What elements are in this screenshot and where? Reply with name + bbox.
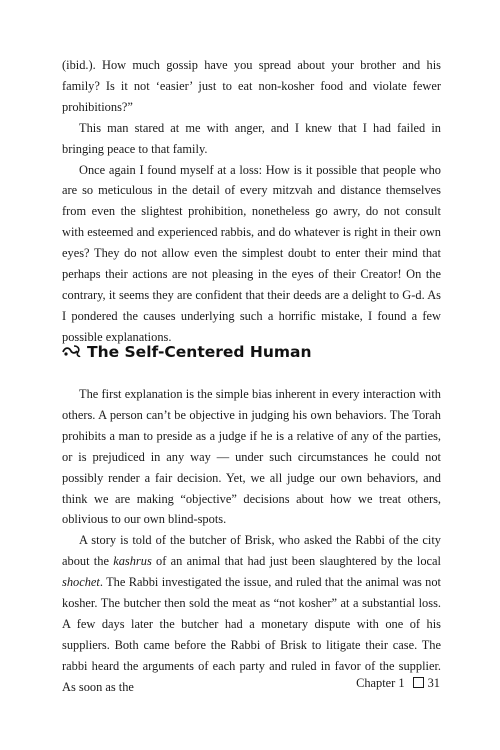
body-text-top (62, 55, 441, 348)
term-shochet: shochet (62, 575, 100, 590)
ornament-icon (62, 344, 81, 358)
page-number: 31 (427, 676, 440, 690)
paragraph-5-part-c: . The Rabbi investigated the issue, and ruled that the animal was not kosher. The butcher then sold the meat as “not kosher” at a substantial loss. A few days later the butcher had a monetary dispute with one of his suppliers. Both came before the Rabbi of Brisk to litigate their case. The rabbi heard the arguments of each party and ruled in favor of the supplier. As soon as the (62, 575, 441, 694)
term-kashrus: kashrus (113, 554, 152, 569)
paragraph-1: (ibid.). How much gossip have you spread about your brother and his family? Is it not ‘easier’ just to eat non-kosher food and violate fewer prohibitions?” (62, 58, 441, 114)
square-separator-icon (413, 677, 424, 688)
section-heading-text: The Self-Centered Human (87, 343, 312, 361)
body-text-bottom (62, 384, 441, 698)
paragraph-5 (62, 530, 441, 697)
chapter-label: Chapter 1 (356, 676, 405, 690)
paragraph-4: The first explanation is the simple bias inherent in every interaction with others. A person can’t be objective in judging his own behaviors. The Torah prohibits a man to preside as a judge if he is a relative of any of the parties, or is prejudiced in any way — under such circumstances he could not possibly render a fair decision. Yet, we all judge our own behaviors, and think we are making “objective” decisions about how we treat others, oblivious to our own blind-spots. (62, 387, 441, 527)
paragraph-2: This man stared at me with anger, and I knew that I had failed in bringing peace to that family. (62, 120, 441, 156)
section-heading (62, 341, 441, 363)
paragraph-5-part-a: A story is told of the butcher of Brisk, who asked the Rabbi of the city about the (62, 533, 441, 569)
paragraph-5-part-b: of an animal that had just been slaughtered by the local (151, 554, 441, 569)
paragraph-3: Once again I found myself at a loss: How is it possible that people who are so meticulous in the detail of every mitzvah and distance themselves from even the slightest prohibition, nonetheless go awry, do not consult with esteemed and experienced rabbis, and do whatever is right in their own eyes? They do not allow even the simplest doubt to enter their mind that perhaps their actions are not pleasing in the eyes of their Creator! On the contrary, it seems they are confident that their deeds are a delight to G-d. As I pondered the causes underlying such a horrific mistake, I found a few possible explanations. (62, 162, 441, 344)
page-footer (356, 674, 440, 692)
